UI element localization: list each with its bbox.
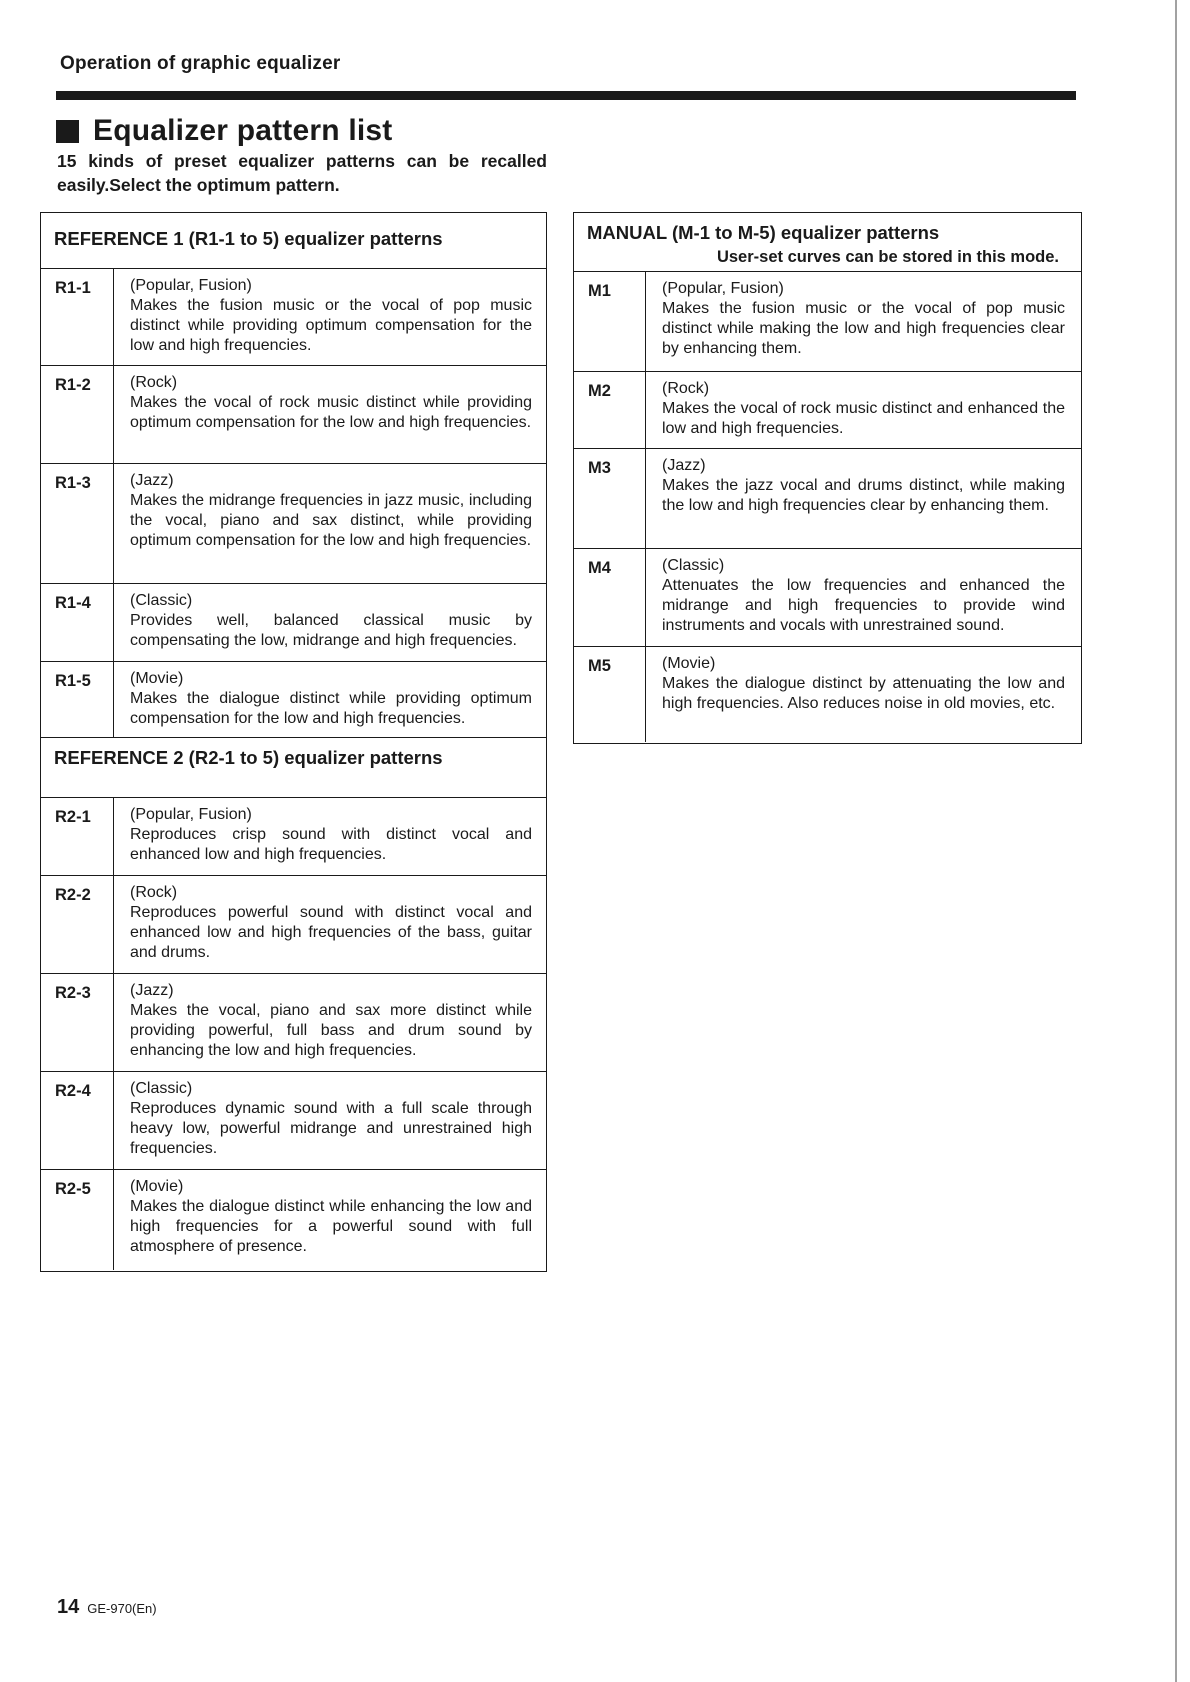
reference2-header xyxy=(41,738,546,798)
pattern-description xyxy=(130,276,532,356)
pattern-code: R2-2 xyxy=(55,886,91,904)
table-row xyxy=(41,798,546,876)
manual-header xyxy=(574,213,1081,272)
page-number: 14 xyxy=(57,1596,80,1618)
pattern-genre: (Rock) xyxy=(662,380,710,397)
pattern-code: R2-5 xyxy=(55,1180,91,1198)
pattern-code: R1-5 xyxy=(55,672,91,690)
pattern-text: Makes the fusion music or the vocal of pop music distinct while making the low and high frequencies clear by enhancing them. xyxy=(662,300,1065,357)
table-row xyxy=(41,974,546,1072)
section-header: Operation of graphic equalizer xyxy=(60,53,341,74)
pattern-genre: (Classic) xyxy=(130,592,193,609)
table-row xyxy=(574,272,1081,372)
manual-title: MANUAL (M-1 to M-5) equalizer patterns xyxy=(587,222,940,243)
pattern-description xyxy=(662,379,1065,439)
manual-table xyxy=(573,212,1082,744)
pattern-genre: (Jazz) xyxy=(662,457,706,474)
pattern-text: Makes the dialogue distinct while providing optimum compensation for the low and high frequencies. xyxy=(130,690,532,727)
pattern-genre: (Movie) xyxy=(130,1178,184,1195)
pattern-description xyxy=(662,654,1065,714)
pattern-description xyxy=(130,883,532,963)
table-row xyxy=(41,366,546,464)
pattern-text: Makes the jazz vocal and drums distinct, while making the low and high frequencies clear by enhancing them. xyxy=(662,477,1065,514)
black-square-icon xyxy=(56,120,79,143)
pattern-genre: (Rock) xyxy=(130,884,178,901)
pattern-text: Attenuates the low frequencies and enhanced the midrange and high frequencies to provide wind instruments and vocals with unrestrained sound. xyxy=(662,577,1065,634)
header-rule xyxy=(56,91,1076,100)
table-row xyxy=(41,1170,546,1270)
intro-text: 15 kinds of preset equalizer patterns can be recalled easily.Select the optimum pattern. xyxy=(57,151,547,195)
pattern-text: Makes the midrange frequencies in jazz music, including the vocal, piano and sax distinct, while providing optimum compensation for the low and high frequencies. xyxy=(130,492,532,549)
pattern-code: M4 xyxy=(588,559,611,577)
table-row xyxy=(574,449,1081,549)
pattern-description xyxy=(662,279,1065,359)
pattern-code: R1-3 xyxy=(55,474,91,492)
reference-table xyxy=(40,212,547,1272)
table-row xyxy=(574,647,1081,742)
reference1-header xyxy=(41,213,546,269)
pattern-genre: (Jazz) xyxy=(130,472,174,489)
pattern-code: R2-1 xyxy=(55,808,91,826)
pattern-genre: (Jazz) xyxy=(130,982,174,999)
pattern-description xyxy=(130,669,532,729)
pattern-code: R2-4 xyxy=(55,1082,91,1100)
pattern-description xyxy=(130,805,532,865)
pattern-genre: (Popular, Fusion) xyxy=(662,280,784,297)
table-row xyxy=(41,876,546,974)
pattern-text: Reproduces powerful sound with distinct vocal and enhanced low and high frequencies of the bass, guitar and drums. xyxy=(130,904,532,961)
pattern-text: Makes the dialogue distinct by attenuating the low and high frequencies. Also reduces noise in old movies, etc. xyxy=(662,675,1065,712)
pattern-genre: (Popular, Fusion) xyxy=(130,277,252,294)
pattern-text: Makes the vocal of rock music distinct while providing optimum compensation for the low and high frequencies. xyxy=(130,394,532,431)
pattern-genre: (Rock) xyxy=(130,374,178,391)
pattern-text: Makes the dialogue distinct while enhancing the low and high frequencies for a powerful sound with full atmosphere of presence. xyxy=(130,1198,532,1255)
pattern-description xyxy=(130,1079,532,1159)
table-row xyxy=(41,662,546,738)
pattern-description xyxy=(130,1177,532,1257)
pattern-genre: (Popular, Fusion) xyxy=(130,806,252,823)
table-row xyxy=(41,464,546,584)
pattern-text: Reproduces crisp sound with distinct vocal and enhanced low and high frequencies. xyxy=(130,826,532,863)
pattern-code: M5 xyxy=(588,657,611,675)
pattern-text: Provides well, balanced classical music by compensating the low, midrange and high frequencies. xyxy=(130,612,532,649)
pattern-description xyxy=(662,456,1065,516)
pattern-code: R1-4 xyxy=(55,594,91,612)
reference1-title: REFERENCE 1 (R1-1 to 5) equalizer patterns xyxy=(54,228,443,249)
pattern-genre: (Classic) xyxy=(662,557,725,574)
pattern-code: M1 xyxy=(588,282,611,300)
pattern-description xyxy=(130,981,532,1061)
pattern-code: R1-1 xyxy=(55,279,91,297)
pattern-text: Makes the fusion music or the vocal of pop music distinct while providing optimum compensation for the low and high frequencies. xyxy=(130,297,532,354)
page-title: Equalizer pattern list xyxy=(93,114,393,147)
table-row xyxy=(41,1072,546,1170)
table-row xyxy=(41,269,546,366)
pattern-text: Makes the vocal, piano and sax more distinct while providing powerful, full bass and drum sound by enhancing the low and high frequencies. xyxy=(130,1002,532,1059)
pattern-code: M2 xyxy=(588,382,611,400)
pattern-code: R2-3 xyxy=(55,984,91,1002)
scan-margin-line xyxy=(1175,0,1177,1682)
pattern-genre: (Classic) xyxy=(130,1080,193,1097)
page-footer xyxy=(57,1596,157,1619)
pattern-description xyxy=(130,373,532,433)
title-row xyxy=(56,113,392,149)
reference2-title: REFERENCE 2 (R2-1 to 5) equalizer patterns xyxy=(54,747,443,768)
manual-subtitle: User-set curves can be stored in this mode. xyxy=(716,248,1059,266)
pattern-text: Makes the vocal of rock music distinct and enhanced the low and high frequencies. xyxy=(662,400,1065,437)
model-code: GE-970(En) xyxy=(87,1601,157,1616)
pattern-description xyxy=(130,471,532,551)
pattern-code: M3 xyxy=(588,459,611,477)
pattern-description xyxy=(662,556,1065,636)
pattern-text: Reproduces dynamic sound with a full scale through heavy low, powerful midrange and unrestrained high frequencies. xyxy=(130,1100,532,1157)
pattern-code: R1-2 xyxy=(55,376,91,394)
pattern-genre: (Movie) xyxy=(662,655,716,672)
table-row xyxy=(41,584,546,662)
table-row xyxy=(574,549,1081,647)
pattern-description xyxy=(130,591,532,651)
pattern-genre: (Movie) xyxy=(130,670,184,687)
table-row xyxy=(574,372,1081,449)
